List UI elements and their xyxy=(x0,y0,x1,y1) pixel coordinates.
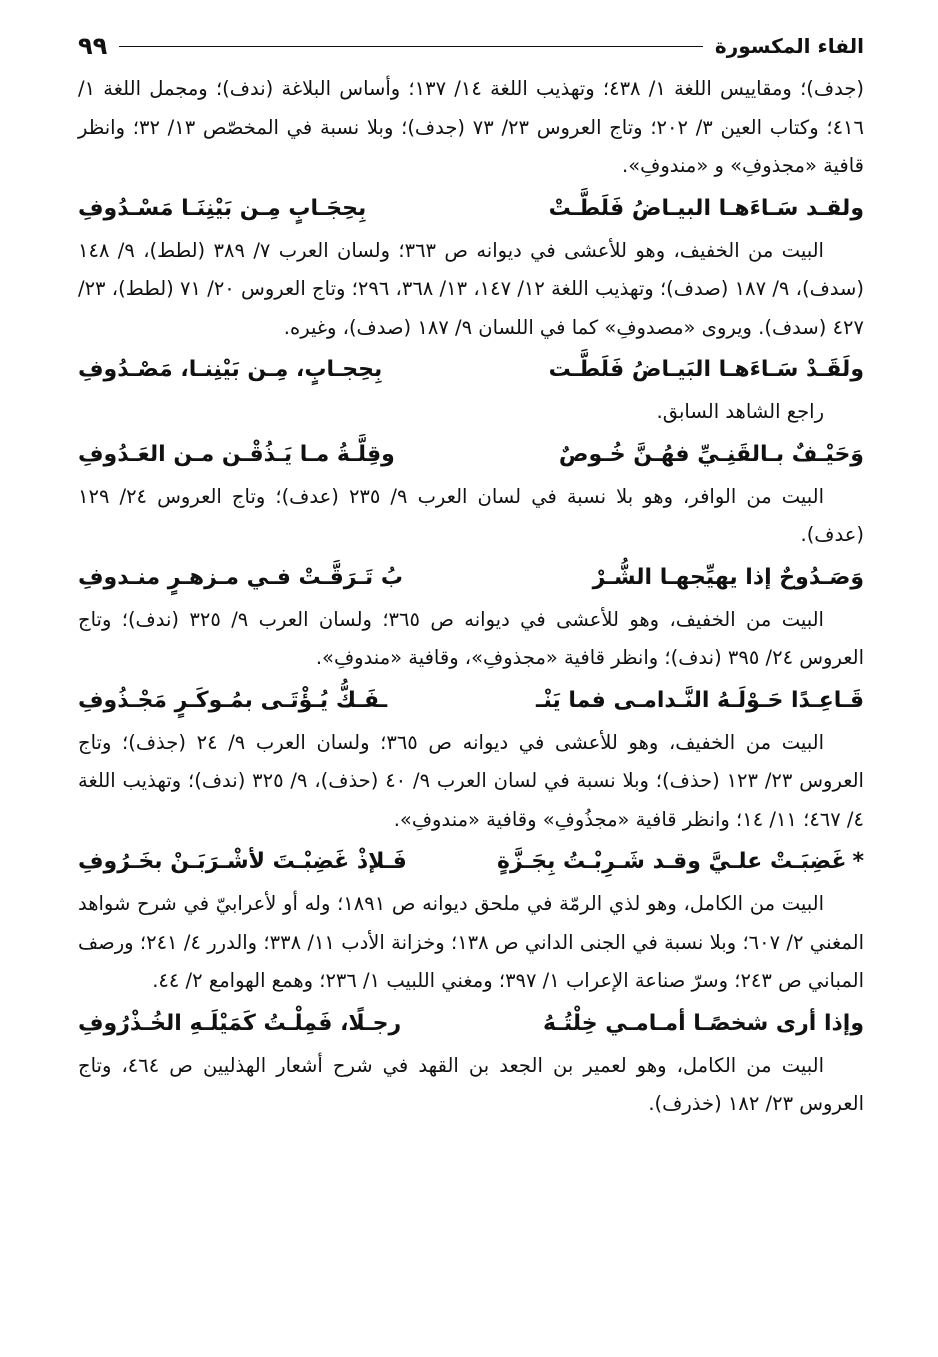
verse-second-hemistich: فَـلإذْ غَضِبْـتَ لأشْـرَبَـنْ بخَـرُوفِ xyxy=(78,849,407,874)
page-body xyxy=(78,70,864,1124)
verse-first-hemistich: وإذا أرى شخصًـا أمـامـي خِلْتُـهُ xyxy=(542,1010,864,1036)
commentary-paragraph: البيت من الخفيف، وهو للأعشى في ديوانه ص ٣٦٥؛ ولسان العرب ٩/ ٣٢٥ (ندف)؛ وتاج العروس ٢٤/ ٣٩٥ (ندف)؛ وانظر قافية «مجذوفِ»، وقافية «مندوفِ». xyxy=(78,607,864,669)
commentary-paragraph: البيت من الخفيف، وهو للأعشى في ديوانه ص ٣٦٣؛ ولسان العرب ٧/ ٣٨٩ (لطط)، ٩/ ١٤٨ (سدف)، ٩/ ١٨٧ (صدف)؛ وتهذيب اللغة ١٢/ ١٤٧، ١٣/ ٣٦٨، ٢٩٦؛ وتاج العروس ٢٠/ ٧١ (لطط)، ٢٣/ ٤٢٧ (سدف). ويروى «مصدوفِ» كما في اللسان ٩/ ١٨٧ (صدف)، وغيره. xyxy=(78,238,864,339)
book-page xyxy=(78,22,864,1124)
page-header xyxy=(78,22,864,70)
commentary-paragraph: البيت من الخفيف، وهو للأعشى في ديوانه ص ٣٦٥؛ ولسان العرب ٩/ ٢٤ (جذف)؛ وتاج العروس ٢٣/ ١٢٣ (حذف)؛ وبلا نسبة في لسان العرب ٩/ ٤٠ (حذف)، ٩/ ٣٢٥ (ندف)؛ وتهذيب اللغة ٤/ ٤٦٧؛ ١١/ ١٤؛ وانظر قافية «مجذُوفِ» وقافية «مندوفِ». xyxy=(78,730,864,831)
poetry-verse xyxy=(78,1001,864,1047)
verse-second-hemistich: رجـلًا، فَمِلْـتُ كَمَيْلَـهِ الخُـذْرُوفِ xyxy=(78,1010,402,1036)
commentary-paragraph: راجع الشاهد السابق. xyxy=(656,400,824,423)
commentary-paragraph: البيت من الوافر، وهو بلا نسبة في لسان العرب ٩/ ٢٣٥ (عدف)؛ وتاج العروس ٢٤/ ١٢٩ (عدف). xyxy=(78,484,864,546)
header-rule xyxy=(119,46,703,47)
poetry-verse xyxy=(78,347,864,393)
verse-first-hemistich: ولقـد سَـاءَهـا البيـاضُ فَلَطَّـتْ xyxy=(548,195,864,221)
verse-second-hemistich: بِحِجَـابٍ مِـن بَيْنِنَـا مَسْـدُوفِ xyxy=(78,195,367,221)
page-number: ٩٩ xyxy=(78,32,108,60)
verse-second-hemistich: ـفَـكُّ يُـؤْتَـى بمُـوكَـرٍ مَجْـذُوفِ xyxy=(78,687,388,713)
poetry-verse xyxy=(78,432,864,478)
verse-second-hemistich: بِحِجـابٍ، مِـن بَيْنِنـا، مَصْـدُوفِ xyxy=(78,357,383,382)
verse-first-hemistich xyxy=(424,839,864,885)
verse-second-hemistich: بُ تَـرَقَّـتْ فـي مـزهـرٍ منـدوفِ xyxy=(78,564,403,590)
verse-first-hemistich: وَحَيْـفٌ بـالقَنِـيِّ فهُـنَّ خُـوصٌ xyxy=(558,441,864,467)
citation-paragraph: (جدف)؛ ومقاييس اللغة ١/ ٤٣٨؛ وتهذيب اللغة ١٤/ ١٣٧؛ وأساس البلاغة (ندف)؛ ومجمل اللغة ١/ ٤١٦؛ وكتاب العين ٣/ ٢٠٢؛ وتاج العروس ٢٣/ ٧٣ (جدف)؛ وبلا نسبة في المخصّص ١٣/ ٣٢؛ وانظر قافية «مجذوفِ» و «مندوفِ». xyxy=(78,77,865,177)
poetry-verse xyxy=(78,186,864,232)
verse-first-hemistich: وَصَـدُوحٌ إذا يهيِّجهـا الشُّـرْ xyxy=(592,564,864,590)
verse-first-hemistich-text: غَضِبَـتْ علـيَّ وقـد شَـرِبْـتُ بِجَـزَّةٍ xyxy=(497,849,847,874)
running-title: الفاء المكسورة xyxy=(714,34,864,58)
asterisk-marker: * xyxy=(852,849,864,874)
poetry-verse xyxy=(78,555,864,601)
verse-second-hemistich: وقِلَّـةُ مـا يَـذُقْـن مـن العَـدُوفِ xyxy=(78,441,395,467)
commentary-paragraph: البيت من الكامل، وهو لذي الرمّة في ملحق ديوانه ص ١٨٩١؛ وله أو لأعرابيّ في شرح شواهد المغني ٢/ ٦٠٧؛ وبلا نسبة في الجنى الداني ص ١٣٨؛ وخزانة الأدب ١١/ ٣٣٨؛ والدرر ٤/ ٢٤١؛ ورصف المباني ص ٢٤٣؛ وسرّ صناعة الإعراب ١/ ٣٩٧؛ ومغني اللبيب ١/ ٢٣٦؛ وهمع الهوامع ٢/ ٤٤. xyxy=(78,892,864,992)
commentary-paragraph: البيت من الكامل، وهو لعمير بن الجعد بن القهد في شرح أشعار الهذليين ص ٤٦٤، وتاج العروس ٢٣/ ١٨٢ (خذرف). xyxy=(78,1053,864,1115)
poetry-verse xyxy=(78,678,864,724)
poetry-verse xyxy=(78,839,864,885)
verse-first-hemistich: قَـاعِـدًا حَـوْلَـهُ النَّـدامـى فما يَنْـ xyxy=(535,687,864,713)
verse-first-hemistich: ولَقَـدْ سَـاءَهـا البَيـاضُ فَلَطَّـت xyxy=(548,357,864,382)
